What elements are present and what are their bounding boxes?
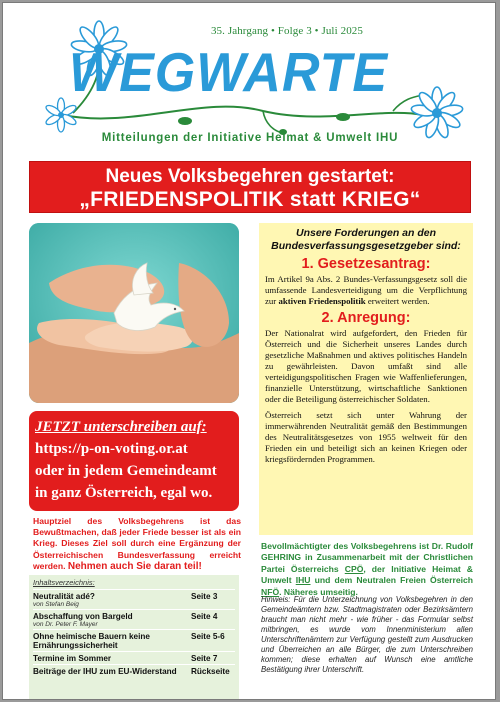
toc-item[interactable] [33,629,235,651]
toc-item-author: von Dr. Peter F. Mayer [33,621,98,628]
cta-url-link[interactable]: https://p-on-voting.or.at [35,441,188,457]
toc-item-title: Neutralität adé? [33,592,95,601]
proxy-paragraph [261,541,473,598]
masthead-subtitle: Mitteilungen der Initiative Heimat & Umwelt IHU [101,132,399,144]
proxy-text-e: . Näheres umseitig. [279,586,358,597]
cta-line-3: oder in jedem Gemeindeamt [35,463,217,479]
masthead-title: WEGWARTE [69,42,389,104]
demand-2-heading: 2. Anregung: [321,310,411,326]
newspaper-page [2,2,496,700]
toc-item[interactable] [33,664,235,677]
proxy-name: Dr. Rudolf GEHRING [261,541,474,563]
toc-item-page: Seite 3 [191,592,218,601]
cta-line-4: in ganz Österreich, egal wo. [35,485,213,501]
toc-item-title: Ohne heimische Bauern keine Ernährungssicherheit [33,632,150,650]
demands-box [259,223,473,535]
demands-heading: Unsere Forderungen an den Bundesverfassungsgesetzgeber sind: [271,227,461,252]
toc-item-author: von Stefan Beig [33,601,79,608]
demand-1-text [265,274,467,307]
cta-lead: JETZT unterschreiben auf: [35,419,207,435]
headline-banner [29,161,471,213]
demand-3-text: Österreich setzt sich unter Wahrung der immerwährenden Neutralität gemäß den Bestimmungen des Neutralitätsgesetzes von 1955 weltweit für den Frieden ein und beteiligt sich an keinen Kriegen oder kriegsfördernden Programmen. [265,410,467,464]
proxy-text-c: , der Initiative Heimat & Umwelt [261,563,474,586]
toc-item-page: Rückseite [191,667,230,676]
demand-1-text-a: Im Artikel 9a Abs. 2 Bundes-Verfassungsgesetz soll die umfassende Landesverteidigung um die Verpflichtung zur [265,274,467,306]
toc-item-page: Seite 7 [191,654,218,663]
demand-1-emphasis: aktiven Friedenspolitik [278,296,366,306]
issue-line: 35. Jahrgang • Folge 3 • Juli 2025 [210,25,363,37]
aim-call: Nehmen auch Sie daran teil! [67,560,202,572]
toc-item-page: Seite 4 [191,612,218,621]
main-aim-paragraph [33,516,241,572]
toc-heading: Inhaltsverzeichnis: [33,578,95,587]
toc-item[interactable] [33,609,235,629]
dove-in-hands-icon [29,223,239,403]
toc-item[interactable] [33,651,235,664]
hint-paragraph: Hinweis: Für die Unterzeichnung von Volksbegehren in den Gemeindeämtern bzw. Stadtmagistraten oder Bezirksämtern braucht man nicht mehr - wie früher - das Formular selbst mitbringen, es wurde vom Innenministerium allen Unterschriftenämtern zur Verfügung gestellt zum Ausdrucken und Überreichen an alle Bürger, die zum Unterschreiben kommen; diese erhalten auf Wunsch eine amtliche Bestätigung ihrer Unterschrift. [261,595,473,674]
demand-1-text-c: erweitert werden. [367,296,430,306]
sign-now-box [29,411,239,511]
toc-item-page: Seite 5-6 [191,632,225,641]
hands-dove-photo [29,223,239,403]
toc-item-title: Abschaffung von Bargeld [33,612,133,621]
toc-item[interactable] [33,589,235,609]
demand-1-heading: 1. Gesetzesantrag: [301,256,431,272]
proxy-nfo: NFÖ [261,586,280,597]
aim-text: Hauptziel des Volksbegehrens ist das Bewußtmachen, daß jeder Friede besser ist als ein Krieg. Dieses Ziel soll durch eine Ergänzung der Österreichischen Bundesverfassung erreicht werden. [33,516,241,571]
toc-item-title: Beiträge der IHU zum EU-Widerstand [33,667,177,676]
proxy-text-b: in Zusammenarbeit mit der Christlichen Partei Österreichs [261,552,474,574]
proxy-ihu: IHU [295,575,311,586]
table-of-contents [29,575,239,699]
toc-item-title: Termine im Sommer [33,654,112,663]
headline-line-1: Neues Volksbegehren gestartet: [105,166,395,187]
proxy-text-a: Bevollmächtigter des Volksbegehrens ist [261,541,430,551]
proxy-text-d: und dem Neutralen Freien Österreich [314,575,474,586]
proxy-cpo: CPÖ [344,563,364,574]
demand-2-text: Der Nationalrat wird aufgefordert, den Frieden für Österreich und die Sicherheit unseres Landes durch gesetzliche Maßnahmen und aktives politisches Handeln zu gewährleisten. Davon umfaßt sind alle verteidigungspolitischen Fragen wie Waffenlieferungen, finanzielle Unterstützung, wirtschaftliche Sanktionen oder die Beteiligung österreichischer Soldaten. [265,328,467,404]
headline-line-2: „FRIEDENSPOLITIK statt KRIEG“ [79,188,421,211]
